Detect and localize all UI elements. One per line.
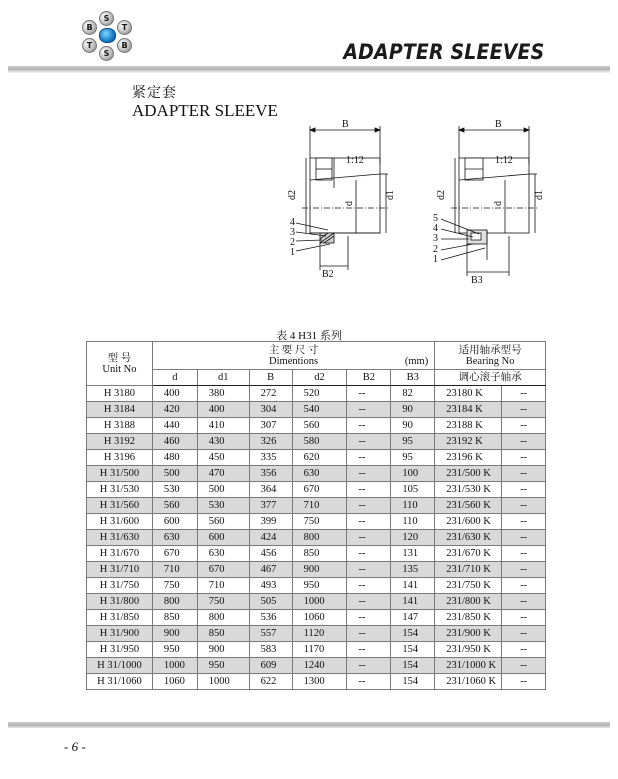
table-cell: 500 bbox=[197, 482, 249, 498]
table-cell: 560 bbox=[292, 418, 347, 434]
table-cell: 420 bbox=[152, 402, 197, 418]
unit-no-cell: H 31/600 bbox=[87, 514, 153, 530]
unit-no-cell: H 3196 bbox=[87, 450, 153, 466]
table-cell: 231/710 K bbox=[435, 562, 502, 578]
table-cell: 95 bbox=[391, 434, 435, 450]
table-cell: -- bbox=[502, 626, 546, 642]
table-cell: 530 bbox=[197, 498, 249, 514]
table-cell: 1060 bbox=[292, 610, 347, 626]
table-cell: 630 bbox=[292, 466, 347, 482]
table-cell: 400 bbox=[197, 402, 249, 418]
table-cell: 141 bbox=[391, 578, 435, 594]
callout-label: 2 bbox=[433, 244, 438, 255]
table-cell: 950 bbox=[292, 578, 347, 594]
table-cell: -- bbox=[347, 482, 391, 498]
table-cell: 110 bbox=[391, 514, 435, 530]
column-header: d bbox=[152, 370, 197, 386]
callout-label: 3 bbox=[433, 233, 438, 244]
table-cell: 231/750 K bbox=[435, 578, 502, 594]
unit-no-cell: H 3188 bbox=[87, 418, 153, 434]
page-number: - 6 - bbox=[64, 739, 86, 754]
table-cell: -- bbox=[347, 498, 391, 514]
unit-no-cell: H 3184 bbox=[87, 402, 153, 418]
table-cell: 1000 bbox=[292, 594, 347, 610]
table-cell: -- bbox=[347, 450, 391, 466]
table-cell: -- bbox=[502, 594, 546, 610]
table-cell: 500 bbox=[152, 466, 197, 482]
table-cell: 622 bbox=[249, 674, 292, 690]
table-cell: 560 bbox=[152, 498, 197, 514]
table-cell: 460 bbox=[152, 434, 197, 450]
taper-label: 1:12 bbox=[495, 155, 513, 166]
table-cell: 600 bbox=[152, 514, 197, 530]
unit-no-cell: H 31/850 bbox=[87, 610, 153, 626]
table-cell: 950 bbox=[197, 658, 249, 674]
table-cell: 470 bbox=[197, 466, 249, 482]
table-cell: -- bbox=[347, 658, 391, 674]
table-cell: -- bbox=[502, 466, 546, 482]
column-header-bearing-no: 适用轴承型号 Bearing No bbox=[435, 342, 546, 370]
table-cell: 380 bbox=[197, 386, 249, 402]
table-cell: 231/500 K bbox=[435, 466, 502, 482]
table-cell: -- bbox=[347, 386, 391, 402]
table-cell: 231/630 K bbox=[435, 530, 502, 546]
table-cell: -- bbox=[502, 482, 546, 498]
table-cell: 630 bbox=[197, 546, 249, 562]
table-cell: -- bbox=[502, 658, 546, 674]
table-cell: -- bbox=[502, 674, 546, 690]
table-cell: 100 bbox=[391, 466, 435, 482]
table-cell: 850 bbox=[152, 610, 197, 626]
table-cell: 1060 bbox=[152, 674, 197, 690]
table-cell: 231/560 K bbox=[435, 498, 502, 514]
unit-no-cell: H 31/530 bbox=[87, 482, 153, 498]
column-header: d1 bbox=[197, 370, 249, 386]
table-cell: 536 bbox=[249, 610, 292, 626]
table-row bbox=[87, 562, 546, 578]
dim-label-d1: d1 bbox=[385, 190, 396, 200]
table-cell: 424 bbox=[249, 530, 292, 546]
unit-no-cell: H 31/750 bbox=[87, 578, 153, 594]
table-row bbox=[87, 578, 546, 594]
dim-label-d: d bbox=[344, 201, 355, 206]
table-cell: -- bbox=[502, 562, 546, 578]
table-cell: 154 bbox=[391, 626, 435, 642]
table-cell: 335 bbox=[249, 450, 292, 466]
unit-no-cell: H 31/950 bbox=[87, 642, 153, 658]
table-cell: 800 bbox=[152, 594, 197, 610]
dim-label-B2: B2 bbox=[322, 269, 334, 280]
table-cell: 1170 bbox=[292, 642, 347, 658]
table-cell: 95 bbox=[391, 450, 435, 466]
table-row bbox=[87, 626, 546, 642]
unit-no-cell: H 31/1000 bbox=[87, 658, 153, 674]
table-cell: 231/600 K bbox=[435, 514, 502, 530]
table-cell: 141 bbox=[391, 594, 435, 610]
table-cell: 850 bbox=[197, 626, 249, 642]
table-row bbox=[87, 402, 546, 418]
table-row bbox=[87, 482, 546, 498]
column-header: B3 bbox=[391, 370, 435, 386]
table-cell: 131 bbox=[391, 546, 435, 562]
table-cell: -- bbox=[502, 546, 546, 562]
table-row bbox=[87, 594, 546, 610]
table-cell: 1120 bbox=[292, 626, 347, 642]
table-cell: -- bbox=[347, 578, 391, 594]
table-cell: 900 bbox=[292, 562, 347, 578]
adapter-sleeve-drawing bbox=[280, 118, 400, 290]
table-cell: 110 bbox=[391, 498, 435, 514]
table-cell: 710 bbox=[292, 498, 347, 514]
dim-label-d2: d2 bbox=[436, 190, 447, 200]
table-cell: -- bbox=[502, 610, 546, 626]
table-cell: 356 bbox=[249, 466, 292, 482]
table-cell: 1000 bbox=[197, 674, 249, 690]
table-cell: 557 bbox=[249, 626, 292, 642]
table-cell: -- bbox=[347, 594, 391, 610]
callout-label: 1 bbox=[433, 254, 438, 265]
table-cell: 326 bbox=[249, 434, 292, 450]
unit-no-cell: H 31/900 bbox=[87, 626, 153, 642]
dim-label-B: B bbox=[342, 119, 349, 130]
table-cell: 90 bbox=[391, 418, 435, 434]
table-cell: 583 bbox=[249, 642, 292, 658]
table-cell: 800 bbox=[197, 610, 249, 626]
unit-label: (mm) bbox=[404, 356, 429, 367]
table-cell: 272 bbox=[249, 386, 292, 402]
table-cell: 23184 K bbox=[435, 402, 502, 418]
logo-ball: B bbox=[82, 20, 97, 35]
table-row bbox=[87, 530, 546, 546]
unit-no-cell: H 31/670 bbox=[87, 546, 153, 562]
table-caption: 表 4 H31 系列 bbox=[276, 330, 342, 342]
brand-logo bbox=[79, 11, 135, 61]
dim-label-d1: d1 bbox=[534, 190, 545, 200]
callout-label: 3 bbox=[290, 227, 295, 238]
table-cell: -- bbox=[502, 434, 546, 450]
table-cell: 670 bbox=[292, 482, 347, 498]
table-cell: -- bbox=[502, 450, 546, 466]
adapter-sleeve-locking-drawing bbox=[425, 118, 555, 290]
table-row bbox=[87, 514, 546, 530]
table-cell: 231/670 K bbox=[435, 546, 502, 562]
table-cell: 950 bbox=[152, 642, 197, 658]
column-header: d2 bbox=[292, 370, 347, 386]
table-cell: 82 bbox=[391, 386, 435, 402]
unit-no-cell: H 3192 bbox=[87, 434, 153, 450]
table-cell: -- bbox=[347, 418, 391, 434]
table-cell: 154 bbox=[391, 658, 435, 674]
table-cell: 800 bbox=[292, 530, 347, 546]
table-cell: 231/1060 K bbox=[435, 674, 502, 690]
table-cell: 231/1000 K bbox=[435, 658, 502, 674]
table-cell: 400 bbox=[152, 386, 197, 402]
table-cell: -- bbox=[347, 514, 391, 530]
table-cell: 135 bbox=[391, 562, 435, 578]
table-cell: 410 bbox=[197, 418, 249, 434]
table-cell: 231/530 K bbox=[435, 482, 502, 498]
table-cell: 147 bbox=[391, 610, 435, 626]
callout-label: 4 bbox=[290, 217, 295, 228]
section-title-en: ADAPTER SLEEVE bbox=[132, 101, 278, 120]
table-row bbox=[87, 674, 546, 690]
table-cell: 609 bbox=[249, 658, 292, 674]
table-cell: -- bbox=[347, 642, 391, 658]
unit-no-cell: H 31/710 bbox=[87, 562, 153, 578]
table-cell: 520 bbox=[292, 386, 347, 402]
table-cell: 23192 K bbox=[435, 434, 502, 450]
table-cell: 231/850 K bbox=[435, 610, 502, 626]
column-header-roller-bearing: 调心滚子轴承 bbox=[435, 370, 546, 386]
taper-label: 1:12 bbox=[346, 155, 364, 166]
logo-ball: B bbox=[117, 38, 132, 53]
table-cell: -- bbox=[347, 466, 391, 482]
section-title-cn: 紧定套 bbox=[132, 85, 177, 101]
table-cell: 850 bbox=[292, 546, 347, 562]
table-cell: -- bbox=[347, 530, 391, 546]
table-cell: 900 bbox=[197, 642, 249, 658]
h31-dimensions-table bbox=[86, 341, 546, 690]
dim-label-d: d bbox=[493, 201, 504, 206]
table-cell: 670 bbox=[152, 546, 197, 562]
table-cell: 440 bbox=[152, 418, 197, 434]
page-header-title: ADAPTER SLEEVES bbox=[342, 40, 544, 64]
unit-no-cell: H 31/800 bbox=[87, 594, 153, 610]
table-cell: 630 bbox=[152, 530, 197, 546]
table-cell: -- bbox=[347, 626, 391, 642]
table-cell: 480 bbox=[152, 450, 197, 466]
logo-ball: T bbox=[82, 38, 97, 53]
table-cell: 450 bbox=[197, 450, 249, 466]
table-row bbox=[87, 610, 546, 626]
table-row bbox=[87, 434, 546, 450]
logo-ball: S bbox=[99, 46, 114, 61]
column-header-dimensions: 主 要 尺 寸 Dimentions (mm) bbox=[152, 342, 434, 370]
table-cell: -- bbox=[502, 530, 546, 546]
table-cell: 900 bbox=[152, 626, 197, 642]
unit-no-cell: H 31/630 bbox=[87, 530, 153, 546]
header-divider bbox=[8, 66, 610, 72]
table-cell: 467 bbox=[249, 562, 292, 578]
column-header: B2 bbox=[347, 370, 391, 386]
table-cell: 710 bbox=[197, 578, 249, 594]
table-cell: 23196 K bbox=[435, 450, 502, 466]
table-row bbox=[87, 642, 546, 658]
table-cell: 231/900 K bbox=[435, 626, 502, 642]
callout-label: 1 bbox=[290, 247, 295, 258]
callout-label: 2 bbox=[290, 237, 295, 248]
logo-core-icon bbox=[99, 28, 116, 43]
table-cell: 710 bbox=[152, 562, 197, 578]
table-row bbox=[87, 466, 546, 482]
table-row bbox=[87, 546, 546, 562]
table-cell: 456 bbox=[249, 546, 292, 562]
unit-no-cell: H 3180 bbox=[87, 386, 153, 402]
column-header-unit-no: 型 号 Unit No bbox=[87, 342, 153, 386]
table-cell: 750 bbox=[152, 578, 197, 594]
table-cell: 750 bbox=[292, 514, 347, 530]
table-cell: 154 bbox=[391, 642, 435, 658]
table-cell: -- bbox=[347, 674, 391, 690]
table-cell: 304 bbox=[249, 402, 292, 418]
table-cell: -- bbox=[502, 578, 546, 594]
table-cell: 505 bbox=[249, 594, 292, 610]
table-cell: 430 bbox=[197, 434, 249, 450]
table-cell: 750 bbox=[197, 594, 249, 610]
dim-label-B: B bbox=[495, 119, 502, 130]
table-cell: 493 bbox=[249, 578, 292, 594]
table-row bbox=[87, 450, 546, 466]
table-cell: 670 bbox=[197, 562, 249, 578]
table-cell: 23188 K bbox=[435, 418, 502, 434]
table-cell: 307 bbox=[249, 418, 292, 434]
callout-label: 4 bbox=[433, 223, 438, 234]
dim-label-B3: B3 bbox=[471, 275, 483, 286]
table-cell: -- bbox=[502, 642, 546, 658]
dim-label-d2: d2 bbox=[287, 190, 298, 200]
unit-no-cell: H 31/500 bbox=[87, 466, 153, 482]
table-cell: -- bbox=[502, 402, 546, 418]
table-cell: 23180 K bbox=[435, 386, 502, 402]
table-cell: 154 bbox=[391, 674, 435, 690]
table-cell: 530 bbox=[152, 482, 197, 498]
table-cell: 1300 bbox=[292, 674, 347, 690]
table-cell: -- bbox=[347, 402, 391, 418]
table-cell: 1240 bbox=[292, 658, 347, 674]
logo-ball: S bbox=[99, 11, 114, 26]
table-cell: 231/950 K bbox=[435, 642, 502, 658]
table-cell: -- bbox=[347, 434, 391, 450]
table-cell: 105 bbox=[391, 482, 435, 498]
table-cell: 560 bbox=[197, 514, 249, 530]
table-cell: 120 bbox=[391, 530, 435, 546]
table-row bbox=[87, 418, 546, 434]
table-cell: -- bbox=[502, 386, 546, 402]
table-cell: -- bbox=[347, 610, 391, 626]
column-header: B bbox=[249, 370, 292, 386]
table-row bbox=[87, 386, 546, 402]
footer-divider bbox=[8, 722, 610, 728]
unit-no-cell: H 31/1060 bbox=[87, 674, 153, 690]
table-cell: 1000 bbox=[152, 658, 197, 674]
table-cell: 540 bbox=[292, 402, 347, 418]
table-cell: -- bbox=[347, 546, 391, 562]
unit-no-cell: H 31/560 bbox=[87, 498, 153, 514]
table-row bbox=[87, 658, 546, 674]
table-cell: 231/800 K bbox=[435, 594, 502, 610]
table-cell: -- bbox=[347, 562, 391, 578]
table-cell: 580 bbox=[292, 434, 347, 450]
table-cell: -- bbox=[502, 514, 546, 530]
table-cell: 364 bbox=[249, 482, 292, 498]
table-cell: 620 bbox=[292, 450, 347, 466]
logo-ball: T bbox=[117, 20, 132, 35]
table-cell: -- bbox=[502, 418, 546, 434]
table-cell: 90 bbox=[391, 402, 435, 418]
table-cell: 399 bbox=[249, 514, 292, 530]
table-cell: 377 bbox=[249, 498, 292, 514]
table-cell: 600 bbox=[197, 530, 249, 546]
table-cell: -- bbox=[502, 498, 546, 514]
callout-label: 5 bbox=[433, 213, 438, 224]
table-row bbox=[87, 498, 546, 514]
